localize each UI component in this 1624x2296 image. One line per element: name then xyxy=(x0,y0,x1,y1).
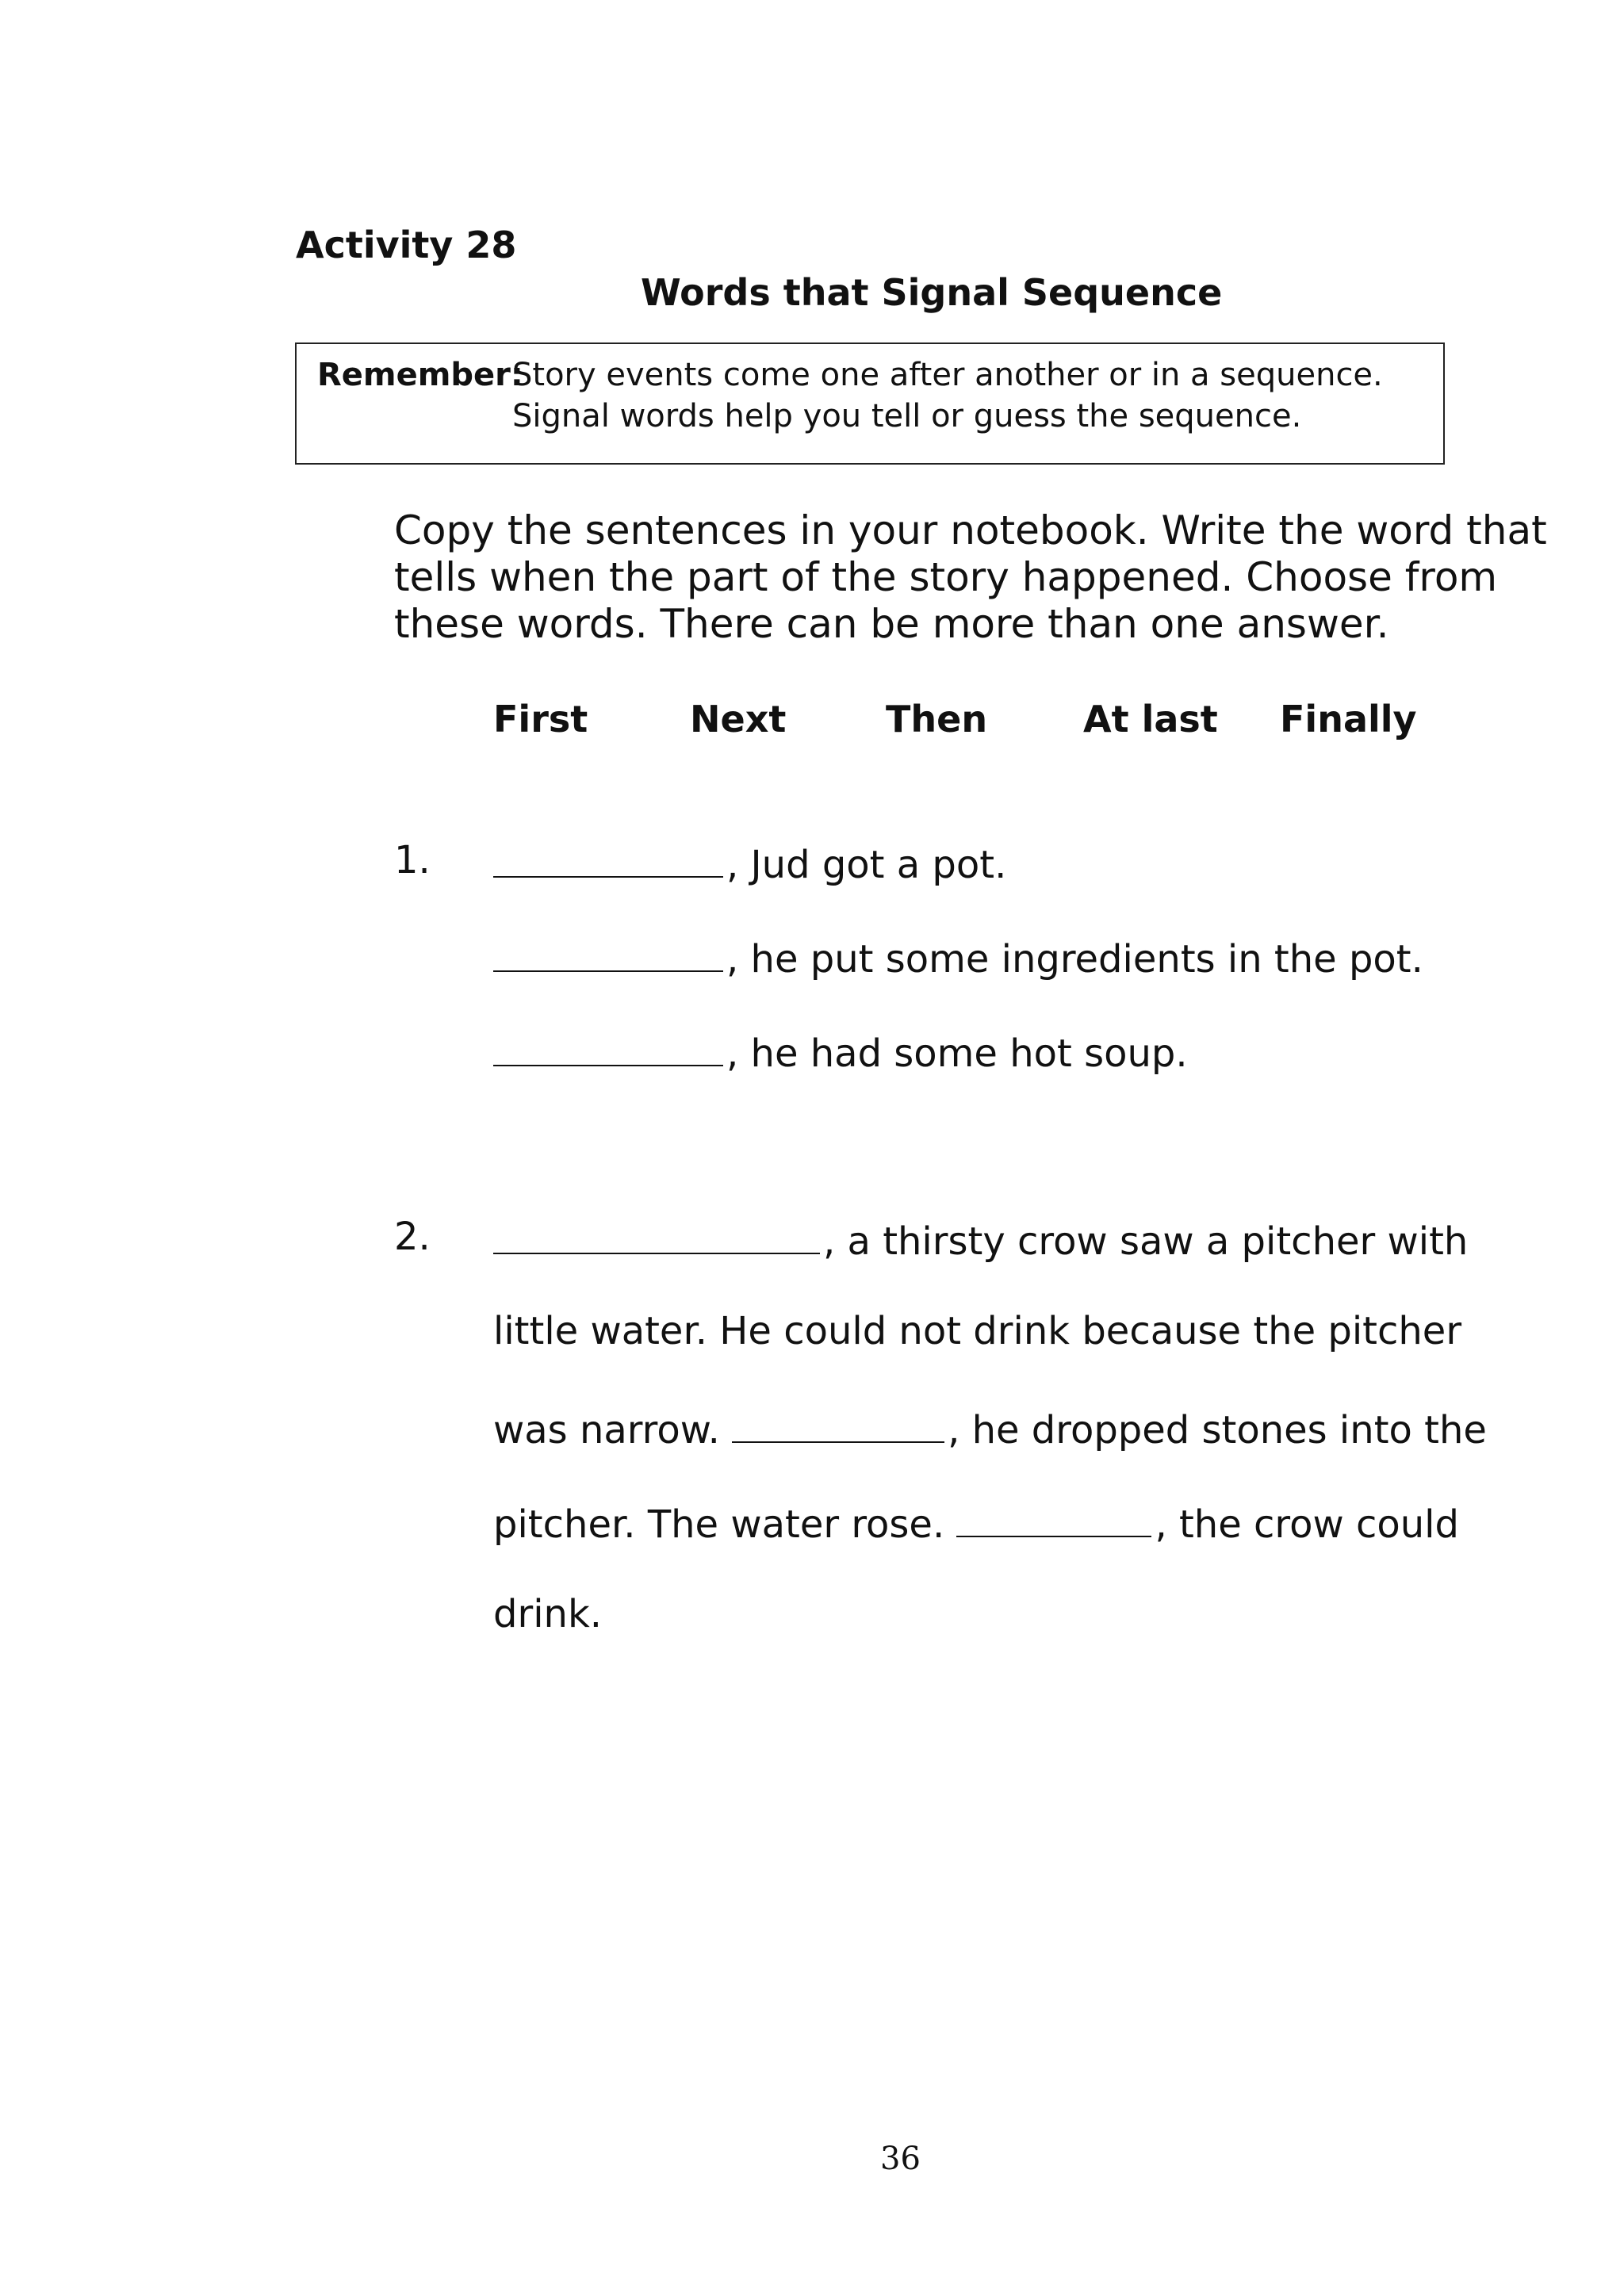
remember-text-line: Story events come one after another or in a sequence. xyxy=(512,357,1383,393)
activity-label: Activity 28 xyxy=(296,224,517,266)
instructions xyxy=(394,507,1547,648)
instructions-line: tells when the part of the story happened. Choose from xyxy=(394,554,1498,600)
sentence-text: , a thirsty crow saw a pitcher with xyxy=(823,1219,1469,1264)
question-number: 2. xyxy=(394,1215,431,1259)
question-1-line xyxy=(493,838,1006,887)
question-2-line xyxy=(493,1403,1487,1452)
instructions-line: Copy the sentences in your notebook. Write the word that xyxy=(394,507,1547,553)
answer-blank xyxy=(956,1498,1151,1537)
question-2-line: little water. He could not drink because the pitcher xyxy=(493,1309,1462,1353)
sentence-text: was narrow. xyxy=(493,1408,733,1452)
answer-blank xyxy=(493,838,723,878)
question-2-line: drink. xyxy=(493,1592,603,1636)
sentence-text: , he had some hot soup. xyxy=(726,1031,1188,1076)
answer-blank xyxy=(493,1215,820,1254)
sentence-text: pitcher. The water rose. xyxy=(493,1502,957,1547)
sentence-text: , the crow could xyxy=(1155,1502,1459,1547)
question-1-line xyxy=(493,932,1423,982)
question-1-line xyxy=(493,1027,1188,1076)
sentence-text: , Jud got a pot. xyxy=(726,843,1007,887)
answer-blank xyxy=(493,932,723,972)
choice-word: Then xyxy=(886,698,988,740)
worksheet-title: Words that Signal Sequence xyxy=(641,271,1223,314)
instructions-line: these words. There can be more than one answer. xyxy=(394,601,1389,647)
sentence-text: , he put some ingredients in the pot. xyxy=(726,937,1423,982)
remember-text-line: Signal words help you tell or guess the sequence. xyxy=(512,398,1302,434)
remember-label: Remember: xyxy=(317,357,523,393)
question-number: 1. xyxy=(394,838,431,882)
choice-word: Next xyxy=(690,698,787,740)
answer-blank xyxy=(493,1027,723,1066)
choice-word: Finally xyxy=(1280,698,1417,740)
question-2-line xyxy=(493,1215,1468,1264)
page-number: 36 xyxy=(880,2141,921,2177)
choice-word: First xyxy=(493,698,588,740)
choice-word: At last xyxy=(1083,698,1218,740)
sentence-text: , he dropped stones into the xyxy=(948,1408,1487,1452)
question-2-line xyxy=(493,1498,1459,1547)
answer-blank xyxy=(732,1403,944,1443)
